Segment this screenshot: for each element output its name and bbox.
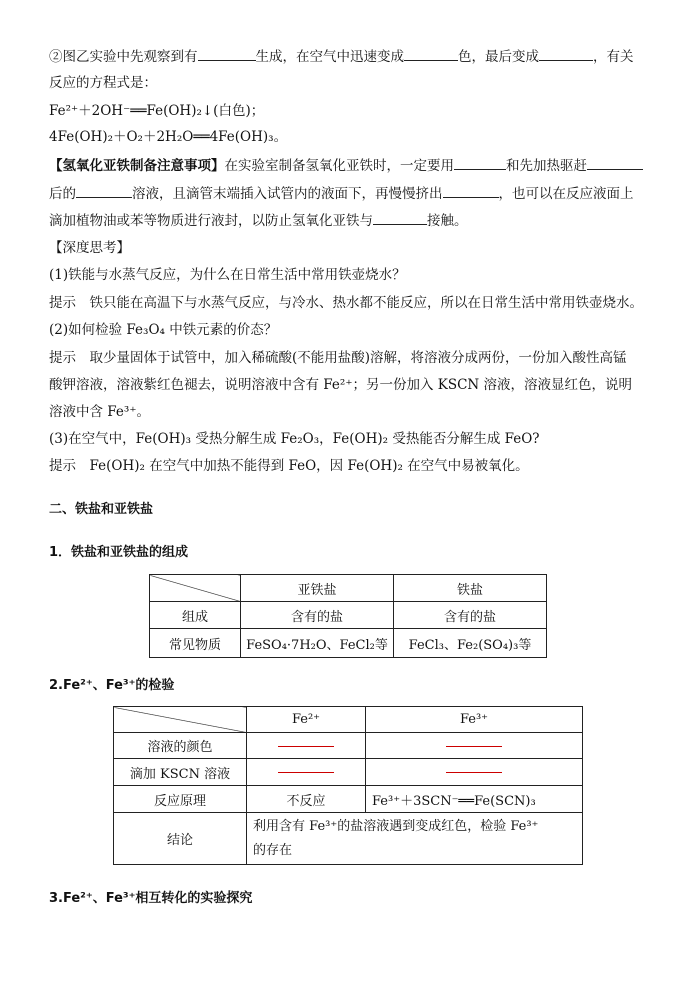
notes-line-2 [49,183,634,204]
fill-blank[interactable] [76,183,132,198]
notes-line-3 [49,210,468,231]
paragraph-observation-line [49,46,634,67]
text-segment: 滴加植物油或苯等物质进行液封，以防止氢氧化亚铁与 [49,213,373,229]
text-segment: ②图乙实验中先观察到有 [49,49,198,65]
text-segment: 在实验室制备氢氧化亚铁时，一定要用 [224,158,454,174]
row-label-common-substances: 常见物质 [150,629,241,658]
text-segment: ，有关 [593,49,634,65]
notes-title: 【氢氧化亚铁制备注意事项】 [49,158,225,174]
answer-cell[interactable] [366,759,583,786]
fill-blank[interactable] [539,46,593,61]
diagonal-header-cell [114,707,247,733]
text-segment: ，也可以在反应液面上 [498,186,634,202]
answer-cell[interactable] [247,733,366,759]
fill-blank[interactable] [454,155,506,170]
red-fill-blank[interactable] [446,771,502,773]
conclusion-line: 的存在 [253,842,293,858]
fill-blank[interactable] [373,210,427,225]
row-label-solution-color: 溶液的颜色 [114,733,247,759]
question-1: (1)铁能与水蒸气反应，为什么在日常生活中常用铁壶烧水？ [49,267,406,283]
red-fill-blank[interactable] [446,745,502,747]
diagonal-header-cell [150,575,241,602]
header-fe2: Fe²⁺ [247,707,366,733]
row-label-add-kscn: 滴加 KSCN 溶液 [114,759,247,786]
header-ferric-salt: 铁盐 [394,575,547,602]
section-title: 二、铁盐和亚铁盐 [49,502,154,517]
conclusion-cell [247,813,583,865]
answer-2-line-1: 提示 取少量固体于试管中，加入稀硫酸(不能用盐酸)溶解，将溶液分成两份，一份加入酸性高锰 [49,350,627,366]
row-label-composition: 组成 [150,602,241,629]
header-ferrous-salt: 亚铁盐 [241,575,394,602]
table-cell: 不反应 [247,786,366,813]
question-3: (3)在空气中，Fe(OH)₃ 受热分解生成 Fe₂O₃，Fe(OH)₂ 受热能否分解生成 FeO? [49,431,540,447]
text-segment: 和先加热驱赶 [506,158,587,174]
text-segment: 色，最后变成 [458,49,539,65]
fill-blank[interactable] [198,46,256,61]
answer-cell[interactable] [366,733,583,759]
answer-cell[interactable] [247,759,366,786]
row-label-reaction-principle: 反应原理 [114,786,247,813]
answer-2-line-3: 溶液中含 Fe³⁺。 [49,404,150,420]
red-fill-blank[interactable] [278,745,334,747]
table-cell: FeSO₄·7H₂O、FeCl₂等 [241,629,394,658]
subsection-1-title: 1．铁盐和亚铁盐的组成 [49,545,189,560]
red-fill-blank[interactable] [278,771,334,773]
answer-1: 提示 铁只能在高温下与水蒸气反应，与冷水、热水都不能反应，所以在日常生活中常用铁壶烧水。 [49,295,643,311]
table-cell: 含有的盐 [241,602,394,629]
fill-blank[interactable] [443,183,499,198]
row-label-conclusion: 结论 [114,813,247,865]
table-cell: Fe³⁺＋3SCN⁻══Fe(SCN)₃ [366,786,583,813]
answer-3: 提示 Fe(OH)₂ 在空气中加热不能得到 FeO，因 Fe(OH)₂ 在空气中易被氧化。 [49,458,529,474]
subsection-3-title: 3.Fe²⁺、Fe³⁺相互转化的实验探究 [49,891,253,906]
fill-blank[interactable] [587,155,643,170]
composition-table [149,574,547,658]
deep-thinking-title: 【深度思考】 [49,240,130,256]
text-segment: 后的 [49,186,76,202]
paragraph-line: 反应的方程式是： [49,75,157,91]
conclusion-line: 利用含有 Fe³⁺的盐溶液遇到变成红色，检验 Fe³⁺ [253,818,539,834]
answer-2-line-2: 酸钾溶液，溶液紫红色褪去，说明溶液中含有 Fe²⁺；另一份加入 KSCN 溶液，溶液显红色，说明 [49,377,633,393]
equation-1: Fe²⁺＋2OH⁻══Fe(OH)₂↓(白色)； [49,103,265,119]
table-cell: FeCl₃、Fe₂(SO₄)₃等 [394,629,547,658]
table-cell: 含有的盐 [394,602,547,629]
text-segment: 溶液，且滴管末端插入试管内的液面下，再慢慢挤出 [132,186,443,202]
text-segment: 接触。 [427,213,468,229]
question-2: (2)如何检验 Fe₃O₄ 中铁元素的价态？ [49,322,278,338]
equation-2: 4Fe(OH)₂＋O₂＋2H₂O══4Fe(OH)₃。 [49,129,288,145]
header-fe3: Fe³⁺ [366,707,583,733]
notes-line-1 [49,155,643,176]
fill-blank[interactable] [404,46,458,61]
text-segment: 生成，在空气中迅速变成 [255,49,404,65]
detection-table [113,706,583,865]
subsection-2-title: 2.Fe²⁺、Fe³⁺的检验 [49,678,175,693]
